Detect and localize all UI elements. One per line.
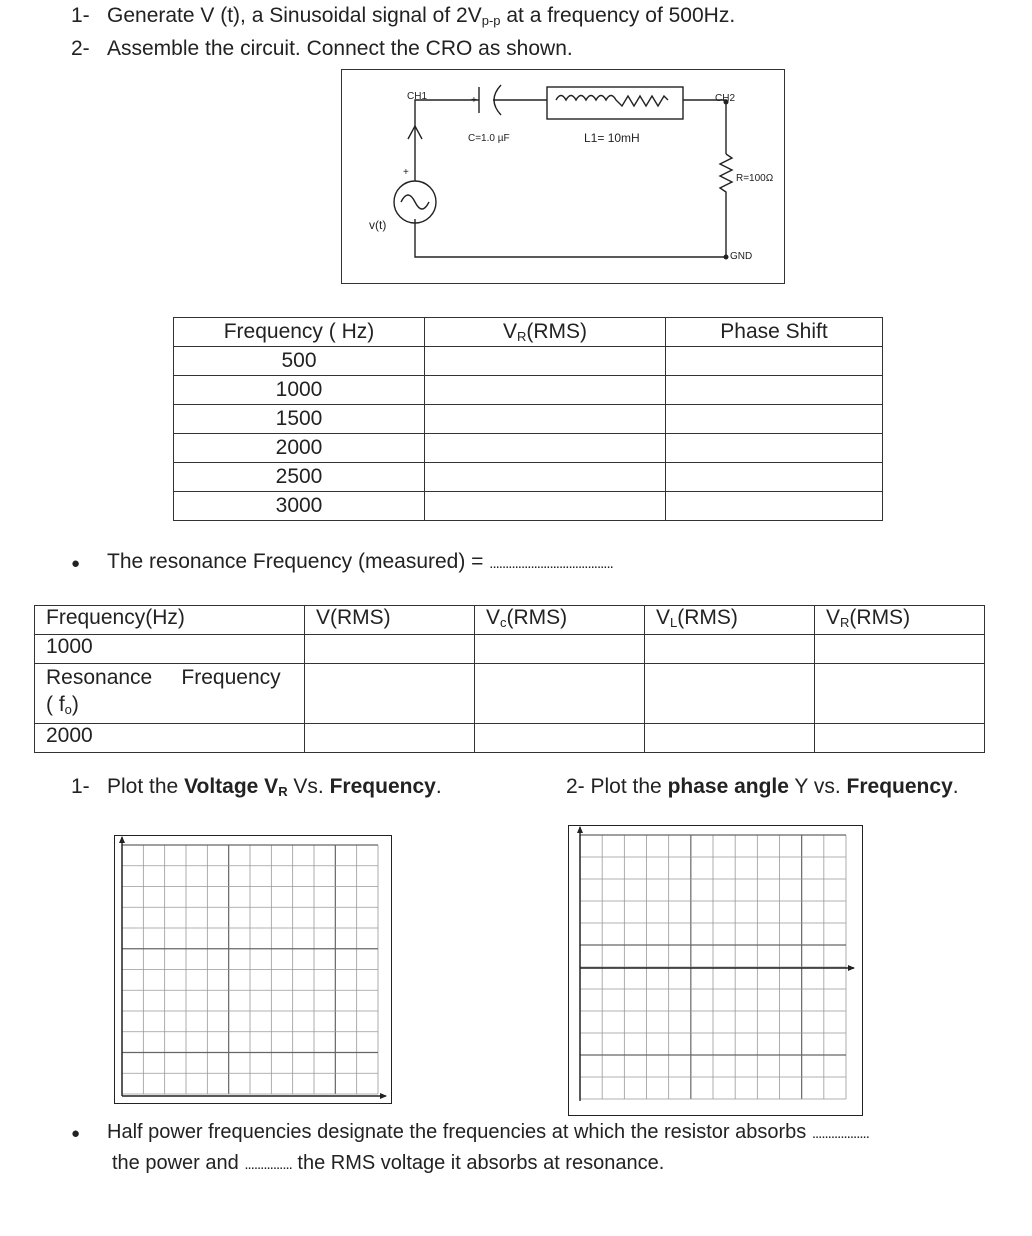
phase-cell[interactable] <box>666 376 883 405</box>
instruction-1-text-end: at a frequency of 500Hz. <box>500 4 736 27</box>
table-row <box>174 376 883 405</box>
plot-instruction-2 <box>566 775 959 799</box>
phase-cell[interactable] <box>666 405 883 434</box>
frequency-cell: Resonance Frequency ( $f_o$) <box>35 664 305 724</box>
plot-instruction-2-bold1: phase angle <box>667 775 789 798</box>
resistor-label: R=100Ω <box>736 173 774 184</box>
instruction-1-number: 1- <box>71 4 90 27</box>
half-power-line-1 <box>71 1121 869 1144</box>
frequency-cell: 1000 <box>35 635 305 664</box>
vr-cell[interactable] <box>425 463 666 492</box>
resonance-text: The resonance Frequency (measured) = <box>107 550 490 573</box>
bullet-icon: ● <box>71 1125 81 1142</box>
source-plus-label: + <box>403 167 409 178</box>
header-vc-rms: $V_c(RMS)$ <box>475 606 645 635</box>
plot-instruction-1-bold2: Frequency <box>329 775 436 798</box>
resonance-frequency-line <box>71 550 613 574</box>
plot-instruction-2-bold2: Frequency <box>846 775 953 798</box>
frequency-cell: 2000 <box>174 434 425 463</box>
half-power-blank-1[interactable]: .................. <box>811 1125 869 1142</box>
table-row <box>174 347 883 376</box>
table-header-row <box>35 606 985 635</box>
frequency-cell: 2000 <box>35 724 305 753</box>
capacitor-plus-label: + <box>471 95 477 106</box>
plot-instruction-1-number: 1- <box>71 775 90 798</box>
vr-cell[interactable] <box>815 724 985 753</box>
y-axis-arrow <box>119 836 125 843</box>
plot-instruction-2-end: . <box>952 775 959 798</box>
plot-instruction-1-pre: Plot the <box>107 775 185 798</box>
plot-instruction-1-bold: Voltage $V_R$ <box>184 775 288 799</box>
phase-cell[interactable] <box>666 463 883 492</box>
table-row <box>35 664 985 724</box>
half-power-line-2 <box>112 1152 664 1175</box>
header-frequency: Frequency ( Hz) <box>174 318 425 347</box>
table-row <box>174 405 883 434</box>
instruction-1-text: Generate V (t), a Sinusoidal signal of 2V <box>107 4 482 27</box>
frequency-cell: 2500 <box>174 463 425 492</box>
wire-top-right <box>683 100 726 154</box>
half-power-blank-2[interactable]: ............... <box>244 1156 292 1173</box>
inductor-box <box>547 87 683 119</box>
header-v-rms: V(RMS) <box>305 606 475 635</box>
sine-symbol <box>401 195 429 209</box>
frequency-measurement-table <box>173 317 883 521</box>
table-row <box>174 434 883 463</box>
v-cell[interactable] <box>305 724 475 753</box>
circuit-diagram <box>341 69 785 284</box>
vr-cell[interactable] <box>425 492 666 521</box>
vc-cell[interactable] <box>475 724 645 753</box>
vc-cell[interactable] <box>475 664 645 724</box>
half-power-text-3: the RMS voltage it absorbs at resonance. <box>291 1152 665 1174</box>
header-vr-rms: $V_R(RMS)$ <box>425 318 666 347</box>
plot-instruction-2-pre: 2- Plot the <box>566 775 668 798</box>
half-power-text-1: Half power frequencies designate the frequencies at which the resistor absorbs <box>107 1121 812 1143</box>
instruction-2-text: Assemble the circuit. Connect the CRO as shown. <box>107 37 573 60</box>
phase-cell[interactable] <box>666 347 883 376</box>
vr-cell[interactable] <box>425 434 666 463</box>
header-vr-rms: $V_R(RMS)$ <box>815 606 985 635</box>
x-axis-arrow <box>380 1093 387 1099</box>
ch2-label: CH2 <box>715 93 736 104</box>
plot-instruction-1 <box>71 775 442 799</box>
wire-top-left <box>415 100 479 131</box>
table-row <box>174 463 883 492</box>
header-vl-rms: $V_L(RMS)$ <box>645 606 815 635</box>
instruction-2-number: 2- <box>71 37 90 60</box>
x-axis-arrow <box>848 965 855 971</box>
header-frequency: Frequency(Hz) <box>35 606 305 635</box>
vl-cell[interactable] <box>645 635 815 664</box>
table-row <box>35 724 985 753</box>
plot-instruction-2-mid: Y vs. <box>788 775 847 798</box>
instruction-2 <box>71 37 573 61</box>
inductor-label: L1= 10mH <box>584 131 640 145</box>
vl-cell[interactable] <box>645 724 815 753</box>
vr-cell[interactable] <box>425 405 666 434</box>
y-axis-arrow <box>577 826 583 833</box>
phase-cell[interactable] <box>666 434 883 463</box>
resistor-zigzag <box>720 154 732 257</box>
half-power-text-2: the power and <box>112 1152 245 1174</box>
resonance-voltage-table <box>34 605 985 753</box>
inductor-coil <box>556 96 668 107</box>
v-cell[interactable] <box>305 635 475 664</box>
frequency-cell: 1000 <box>174 376 425 405</box>
instruction-1-subscript: p-p <box>481 13 501 28</box>
header-phase-shift: Phase Shift <box>666 318 883 347</box>
resonance-blank[interactable]: ....................................... <box>489 555 613 572</box>
vr-vs-frequency-graph[interactable] <box>114 835 392 1104</box>
source-label: v(t) <box>369 218 387 232</box>
gnd-label: GND <box>730 251 753 262</box>
bullet-icon: ● <box>71 555 81 572</box>
vr-cell[interactable] <box>425 376 666 405</box>
plot-instruction-1-mid: Vs. <box>287 775 330 798</box>
vr-cell[interactable] <box>425 347 666 376</box>
capacitor-label: C=1.0 µF <box>468 133 510 144</box>
frequency-cell: 3000 <box>174 492 425 521</box>
plot-instruction-1-end: . <box>435 775 442 798</box>
vr-cell[interactable] <box>815 635 985 664</box>
frequency-cell: 1500 <box>174 405 425 434</box>
instruction-1 <box>71 4 735 28</box>
frequency-cell: 500 <box>174 347 425 376</box>
wire-bottom <box>415 219 726 257</box>
table-row <box>35 635 985 664</box>
phase-vs-frequency-graph[interactable] <box>568 825 863 1116</box>
table-row <box>174 492 883 521</box>
ch1-label: CH1 <box>407 91 428 102</box>
table-header-row <box>174 318 883 347</box>
phase-cell[interactable] <box>666 492 883 521</box>
vc-cell[interactable] <box>475 635 645 664</box>
gnd-node <box>724 255 729 260</box>
vl-cell[interactable] <box>645 664 815 724</box>
vr-cell[interactable] <box>815 664 985 724</box>
v-cell[interactable] <box>305 664 475 724</box>
